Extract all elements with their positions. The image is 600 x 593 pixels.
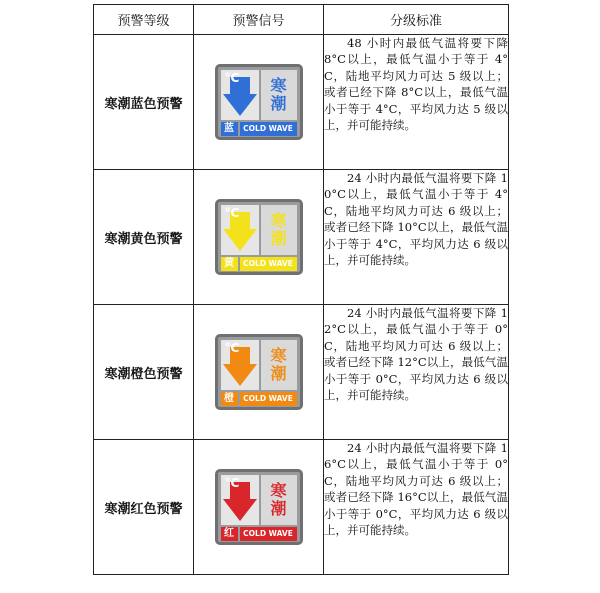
char-chao: 潮 bbox=[270, 94, 287, 113]
temperature-drop-panel bbox=[221, 205, 259, 255]
table-row bbox=[94, 35, 509, 170]
char-han: 寒 bbox=[270, 346, 287, 365]
temperature-drop-panel bbox=[221, 70, 259, 120]
cold-wave-warning-table bbox=[93, 4, 509, 575]
cold-wave-signal-icon bbox=[215, 199, 303, 275]
cold-wave-english-label: COLD WAVE bbox=[240, 257, 297, 271]
cold-wave-characters bbox=[261, 205, 297, 255]
char-chao: 潮 bbox=[270, 364, 287, 383]
warning-signal-cell bbox=[194, 170, 324, 305]
cold-wave-signal-icon bbox=[215, 64, 303, 140]
header-level: 预警等级 bbox=[94, 5, 194, 35]
degree-celsius-label: °C bbox=[224, 206, 240, 220]
cold-wave-characters bbox=[261, 70, 297, 120]
color-name-badge: 红 bbox=[221, 527, 238, 541]
warning-level-name: 寒潮红色预警 bbox=[94, 440, 194, 575]
cold-wave-english-label: COLD WAVE bbox=[240, 392, 297, 406]
warning-level-name: 寒潮黄色预警 bbox=[94, 170, 194, 305]
degree-celsius-label: °C bbox=[224, 71, 240, 85]
table-row bbox=[94, 305, 509, 440]
color-name-badge: 蓝 bbox=[221, 122, 238, 136]
cold-wave-english-label: COLD WAVE bbox=[240, 122, 297, 136]
temperature-drop-panel bbox=[221, 340, 259, 390]
table-row bbox=[94, 170, 509, 305]
degree-celsius-label: °C bbox=[224, 476, 240, 490]
color-name-badge: 黄 bbox=[221, 257, 238, 271]
warning-level-name: 寒潮蓝色预警 bbox=[94, 35, 194, 170]
grading-criteria-text: 48 小时内最低气温将要下降 8°C以上，最低气温小于等于 4°C，陆地平均风力可达 5 级以上；或者已经下降 8°C以上，最低气温小于等于 4°C，平均风力达 5 级以上，并可能持续。 bbox=[324, 35, 509, 170]
char-chao: 潮 bbox=[270, 499, 287, 518]
cold-wave-english-label: COLD WAVE bbox=[240, 527, 297, 541]
header-row bbox=[94, 5, 509, 35]
char-han: 寒 bbox=[270, 481, 287, 500]
warning-signal-cell bbox=[194, 35, 324, 170]
warning-signal-cell bbox=[194, 305, 324, 440]
grading-criteria-text: 24 小时内最低气温将要下降 16°C以上，最低气温小于等于 0°C，陆地平均风力可达 6 级以上；或者已经下降 16°C以上，最低气温小于等于 0°C，平均风力达 6 级以上，并可能持续。 bbox=[324, 440, 509, 575]
table-row bbox=[94, 440, 509, 575]
grading-criteria-text: 24 小时内最低气温将要下降 12°C以上，最低气温小于等于 0°C，陆地平均风力可达 6 级以上；或者已经下降 12°C以上，最低气温小于等于 0°C，平均风力达 6 级以上，并可能持续。 bbox=[324, 305, 509, 440]
cold-wave-characters bbox=[261, 340, 297, 390]
cold-wave-characters bbox=[261, 475, 297, 525]
char-han: 寒 bbox=[270, 76, 287, 95]
char-han: 寒 bbox=[270, 211, 287, 230]
color-name-badge: 橙 bbox=[221, 392, 238, 406]
cold-wave-signal-icon bbox=[215, 334, 303, 410]
header-signal: 预警信号 bbox=[194, 5, 324, 35]
degree-celsius-label: °C bbox=[224, 341, 240, 355]
temperature-drop-panel bbox=[221, 475, 259, 525]
header-criteria: 分级标准 bbox=[324, 5, 509, 35]
warning-level-name: 寒潮橙色预警 bbox=[94, 305, 194, 440]
cold-wave-signal-icon bbox=[215, 469, 303, 545]
grading-criteria-text: 24 小时内最低气温将要下降 10°C以上，最低气温小于等于 4°C，陆地平均风力可达 6 级以上；或者已经下降 10°C以上，最低气温小于等于 4°C，平均风力达 6 级以上，并可能持续。 bbox=[324, 170, 509, 305]
char-chao: 潮 bbox=[270, 229, 287, 248]
warning-signal-cell bbox=[194, 440, 324, 575]
